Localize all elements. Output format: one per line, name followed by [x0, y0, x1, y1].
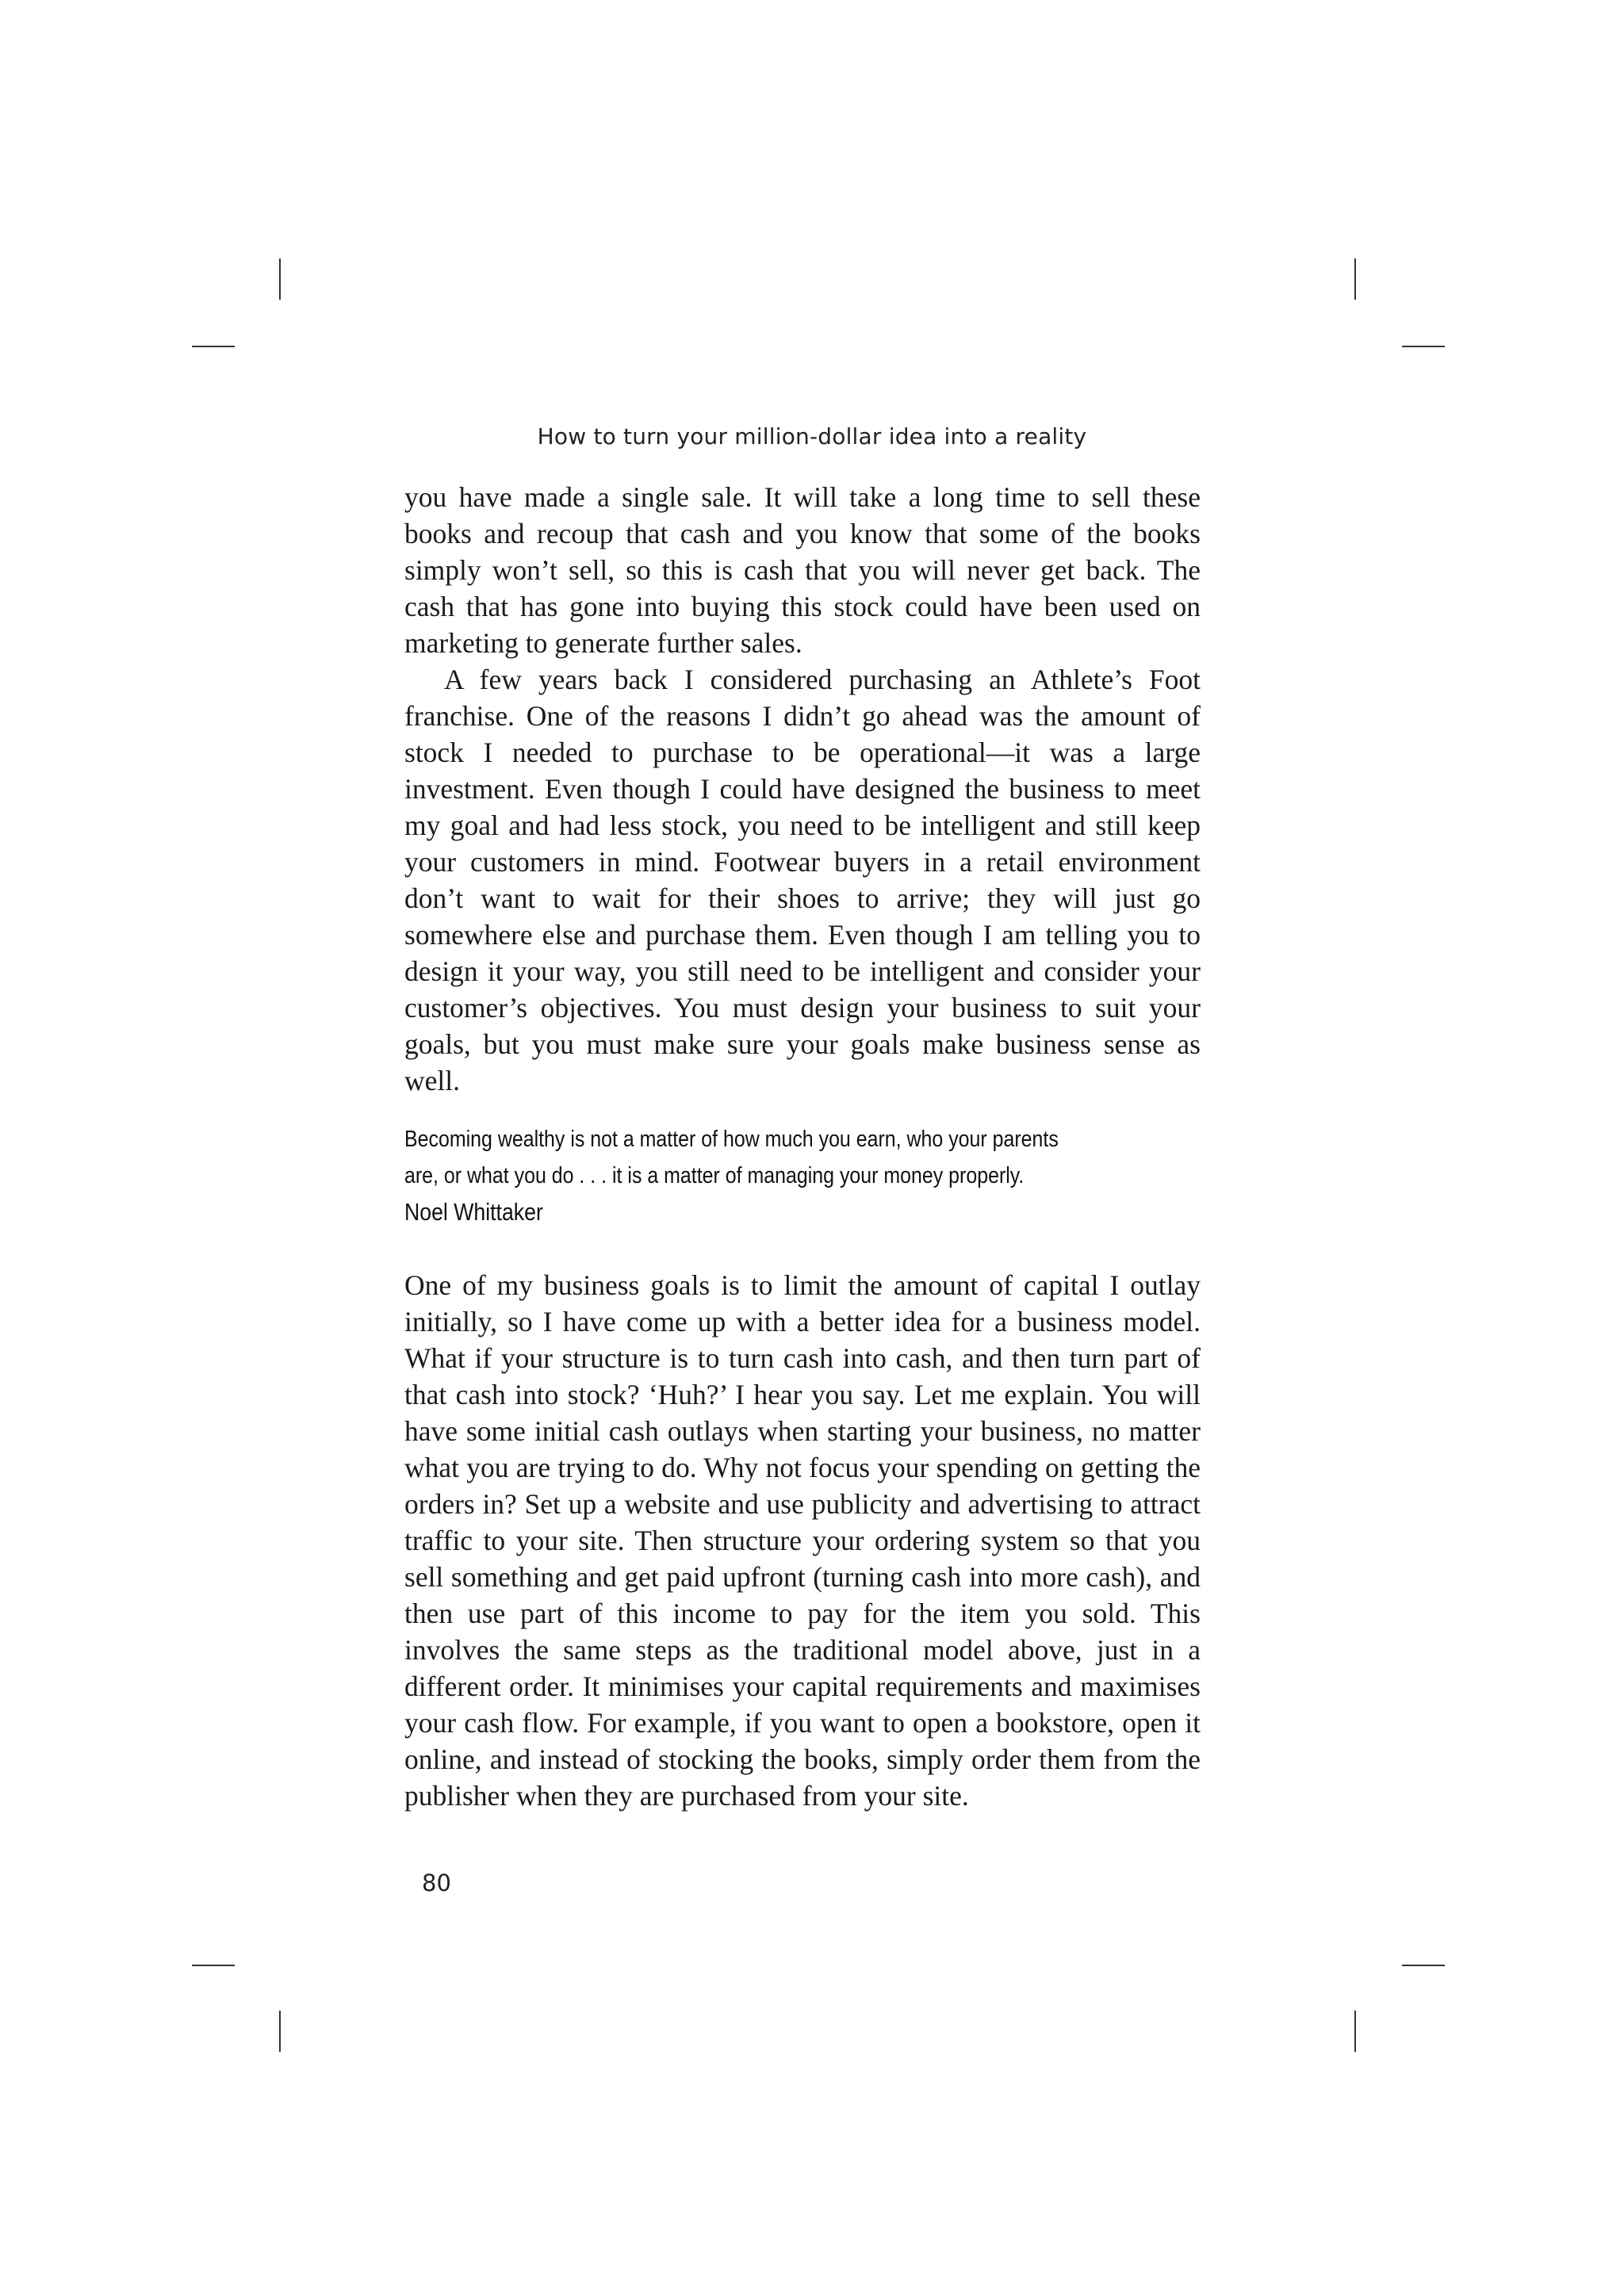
crop-mark-bottom-right-horizontal — [1402, 1965, 1445, 1966]
crop-mark-bottom-left-vertical — [279, 2011, 281, 2052]
page-number: 80 — [422, 1869, 451, 1896]
pull-quote — [404, 1121, 1196, 1230]
crop-mark-top-right-horizontal — [1402, 346, 1445, 347]
crop-mark-top-left-horizontal — [192, 346, 235, 347]
crop-mark-bottom-right-vertical — [1354, 2011, 1356, 2052]
running-header: How to turn your million-dollar idea into a reality — [537, 423, 1087, 450]
quote-author: Noel Whittaker — [404, 1198, 543, 1226]
text-column — [404, 479, 1201, 1814]
crop-mark-top-right-vertical — [1354, 258, 1356, 300]
quote-line-1: Becoming wealthy is not a matter of how much you earn, who your parents — [404, 1127, 1059, 1152]
crop-mark-bottom-left-horizontal — [192, 1965, 235, 1966]
quote-line-2: are, or what you do . . . it is a matter of managing your money properly. — [404, 1163, 1025, 1188]
paragraph-1: you have made a single sale. It will take a long time to sell these books and recoup that cash and you know that some of the books simply won’t sell, so this is cash that you will never get back. The cash that has gone into buying this stock could have been used on marketing to generate further sales. — [404, 481, 1201, 659]
paragraph-2: A few years back I considered purchasing an Athlete’s Foot franchise. One of the reasons I didn’t go ahead was the amount of stock I needed to purchase to be operational—it was a large investment. Even though I could have designed the business to meet my goal and had less stock, you need to be intelligent and still keep your customers in mind. Footwear buyers in a retail environment don’t want to wait for their shoes to arrive; they will just go somewhere else and purchase them. Even though I am telling you to design it your way, you still need to be intelligent and consider your customer’s objectives. You must design your business to suit your goals, but you must make sure your goals make business sense as well. — [404, 664, 1201, 1096]
crop-mark-top-left-vertical — [279, 258, 281, 300]
paragraph-3: One of my business goals is to limit the amount of capital I outlay initially, so I have come up with a better idea for a business model. What if your structure is to turn cash into cash, and then turn part of that cash into stock? ‘Huh?’ I hear you say. Let me explain. You will have some initial cash outlays when starting your business, no matter what you are trying to do. Why not focus your spending on getting the orders in? Set up a website and use publicity and advertising to attract traffic to your site. Then structure your ordering system so that you sell something and get paid upfront (turning cash into more cash), and then use part of this income to pay for the item you sold. This involves the same steps as the traditional model above, just in a different order. It minimises your capital requirements and maximises your cash flow. For example, if you want to open a bookstore, open it online, and instead of stocking the books, simply order them from the publisher when they are purchased from your site. — [404, 1269, 1201, 1812]
